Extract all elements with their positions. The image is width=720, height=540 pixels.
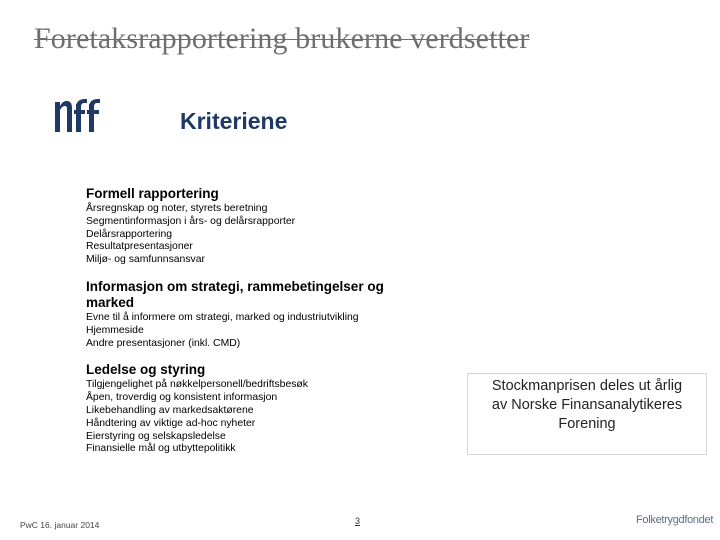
callout-line: Forening	[558, 416, 616, 432]
list-item: Resultatpresentasjoner	[86, 241, 193, 253]
list-item: Segmentinformasjon i års- og delårsrapporter	[86, 215, 296, 227]
callout-box	[467, 373, 707, 455]
list-item: Åpen, troverdig og konsistent informasjon	[86, 392, 278, 404]
list-item: Delårsrapportering	[86, 228, 173, 240]
footer-brand-logo: Folketrygdfondet	[636, 514, 714, 526]
section-heading: Formell rapportering	[86, 186, 219, 201]
section-heading: Ledelse og styring	[86, 362, 206, 378]
callout-line: Stockmanprisen deles ut årlig	[491, 378, 683, 394]
footer-source: PwC 16. januar 2014	[20, 520, 100, 530]
list-item: Andre presentasjoner (inkl. CMD)	[86, 337, 241, 349]
list-item: Håndtering av viktige ad-hoc nyheter	[86, 417, 256, 429]
list-item: Finansielle mål og utbyttepolitikk	[86, 443, 236, 455]
list-item: Hjemmeside	[86, 324, 144, 336]
list-item: Evne til å informere om strategi, marked og industriutvikling	[86, 311, 359, 323]
criteria-list	[86, 186, 426, 468]
nff-logo	[55, 98, 101, 139]
page-number: 3	[355, 516, 361, 526]
nff-logo-icon	[55, 98, 101, 134]
list-item: Likebehandling av markedsaktørene	[86, 404, 254, 416]
slide-subtitle: Kriteriene	[180, 108, 288, 134]
section-management	[86, 362, 426, 456]
slide-title: Foretaksrapportering brukerne verdsetter	[34, 22, 530, 55]
callout-line: av Norske Finansanalytikeres	[491, 397, 683, 413]
section-formal-reporting	[86, 186, 426, 267]
section-heading: Informasjon om strategi, rammebetingelser og marked	[86, 278, 384, 310]
section-strategy-info	[86, 279, 426, 350]
list-item: Miljø- og samfunnsansvar	[86, 254, 205, 266]
list-item: Tilgjengelighet på nøkkelpersonell/bedriftsbesøk	[86, 379, 308, 391]
list-item: Årsregnskap og noter, styrets beretning	[86, 203, 268, 214]
list-item: Eierstyring og selskapsledelse	[86, 430, 226, 442]
